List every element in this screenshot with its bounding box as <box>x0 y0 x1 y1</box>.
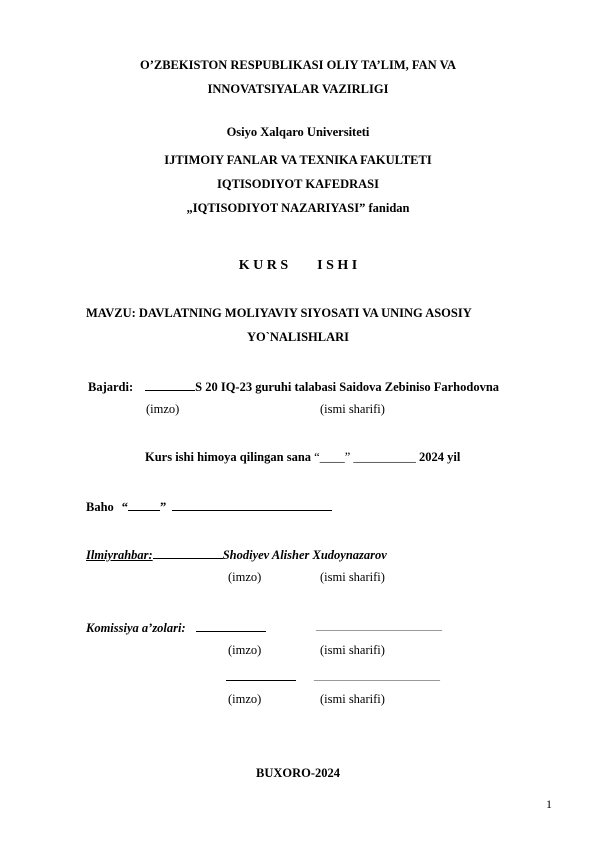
university-name: Osiyo Xalqaro Universiteti <box>226 125 370 139</box>
performer-signature-line <box>145 378 195 391</box>
performer-label: Bajardi: <box>88 380 134 394</box>
city-year: BUXORO-2024 <box>255 766 341 780</box>
grade-score-line <box>128 498 160 511</box>
commission-label: Komissiya a’zolari: <box>86 621 186 635</box>
topic-line-2: YO`NALISHLARI <box>246 330 350 344</box>
defense-year: 2024 yil <box>419 450 461 464</box>
commission-name-line-1: _____________________ <box>316 618 442 632</box>
commission-ismi-1: (ismi sharifi) <box>320 643 385 657</box>
supervisor-name: Shodiyev Alisher Xudoynazarov <box>222 548 387 562</box>
title-part-2: I S H I <box>317 258 358 273</box>
grade-row <box>86 498 332 515</box>
topic-line-1: MAVZU: DAVLATNING MOLIYAVIY SIYOSATI VA UNING ASOSIY <box>86 306 472 320</box>
commission-row <box>86 619 266 636</box>
title-part-1: K U R S <box>238 258 289 273</box>
supervisor-ismi: (ismi sharifi) <box>320 570 385 584</box>
supervisor-row <box>86 546 387 563</box>
defense-row <box>145 450 460 465</box>
commission-imzo-1: (imzo) <box>228 643 262 657</box>
department-name: IQTISODIYOT KAFEDRASI <box>217 177 379 191</box>
grade-close-quote: ” <box>160 500 167 514</box>
supervisor-imzo: (imzo) <box>228 570 262 584</box>
document-title <box>0 258 596 273</box>
commission-name-line-2: _____________________ <box>314 668 440 682</box>
commission-signature-line-2 <box>226 668 296 681</box>
ministry-line-1: O’ZBEKISTON RESPUBLIKASI OLIY TA’LIM, FAN VA <box>139 58 457 72</box>
page-number: 1 <box>546 797 552 811</box>
performer-row <box>88 378 499 395</box>
commission-ismi-2: (ismi sharifi) <box>320 692 385 706</box>
supervisor-signature-line <box>153 546 223 559</box>
performer-imzo: (imzo) <box>146 402 180 416</box>
grade-text-line <box>172 498 332 511</box>
defense-month-blank: __________ <box>353 450 416 464</box>
faculty-name: IJTIMOIY FANLAR VA TEXNIKA FAKULTETI <box>164 153 432 167</box>
grade-open-quote: “ <box>121 500 129 514</box>
commission-signature-line-1 <box>196 619 266 632</box>
commission-row-2 <box>226 668 296 685</box>
grade-label: Baho <box>86 500 114 514</box>
performer-group-info: S 20 IQ-23 guruhi talabasi Saidova Zebiniso Farhodovna <box>195 380 500 394</box>
subject-name: „IQTISODIYOT NAZARIYASI” fanidan <box>186 201 410 215</box>
commission-imzo-2: (imzo) <box>228 692 262 706</box>
defense-label: Kurs ishi himoya qilingan sana <box>145 450 312 464</box>
ministry-line-2: INNOVATSIYALAR VAZIRLIGI <box>207 82 389 96</box>
defense-day: “____” <box>314 450 351 464</box>
supervisor-label: Ilmiyrahbar: <box>86 548 153 562</box>
performer-ismi: (ismi sharifi) <box>320 402 385 416</box>
